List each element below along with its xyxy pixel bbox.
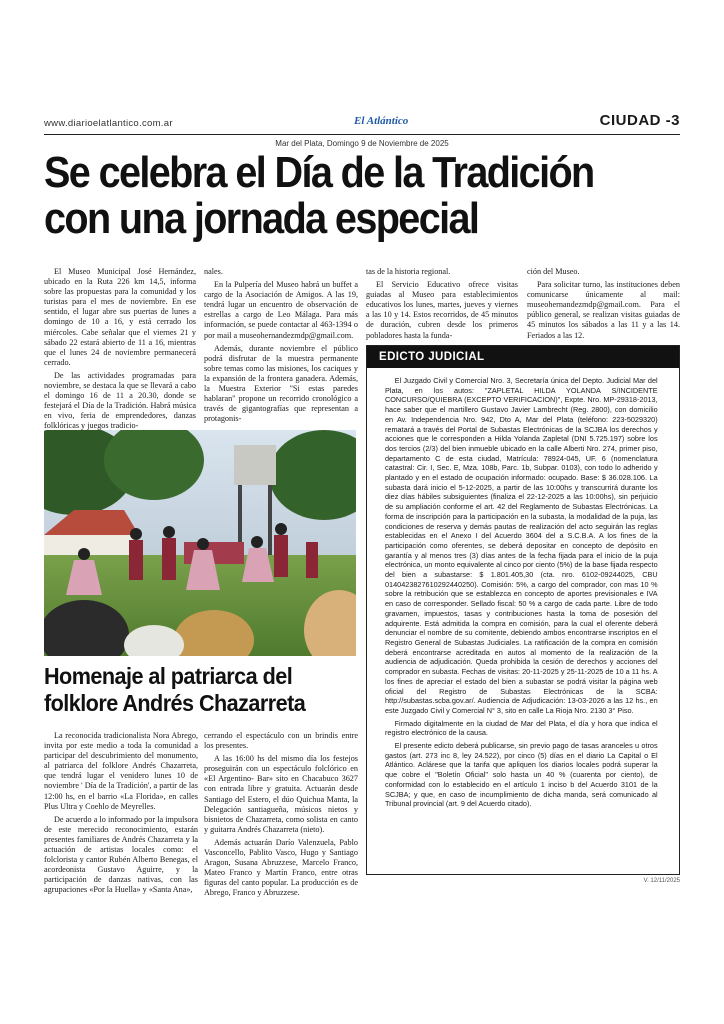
dateline: Mar del Plata, Domingo 9 de Noviembre de 2025 [275, 139, 449, 148]
secondary-headline [44, 663, 348, 717]
article1-paragraph: nales. [204, 267, 223, 276]
article2-column-1 [44, 731, 198, 899]
article2-paragraph: La reconocida tradicionalista Nora Abrego, invita por este medio a toda la comunidad a participar del descubrimiento del monumento, al patriarca del folklore Andrés Chazarreta, que tendrá lugar el venidero lunes 10 de noviembre ' Día de la Tradición', a partir de las 12:00 hs, en el barrio «La Florida», en calles Plus Ultra y Coehlo de Meyrelles. [44, 731, 198, 811]
article1-paragraph: El Servicio Educativo ofrece visitas guiadas al Museo para establecimientos educativos los lunes, martes, jueves y viernes a las 10 y 14. Estos recorridos, de 45 minutos de duración, cubren desde los primeros pobladores hasta la funda- [366, 280, 518, 340]
article1-paragraph: En la Pulpería del Museo habrá un buffet a cargo de la Asociación de Amigos. A las 19, tendrá lugar un encuentro de observación de estrellas a cargo de Leo Málaga. Para más información, se puede contactar al 463-1394 o por mail a museohernandezmdp@gmail.com. [204, 280, 358, 340]
main-headline [44, 150, 620, 242]
article1-paragraph: Para solicitar turno, las instituciones deben comunicarse únicamente al mail: museohernandezmdp@gmail.com. Para el público general, se realizan visitas guiadas de 45 minutos los sábados a las 11 y a las 14. Feriados a las 12. [527, 280, 680, 340]
article2-column-2 [204, 731, 358, 902]
article1-column-2 [204, 267, 358, 427]
secondary-headline-line2: folklore Andrés Chazarreta [44, 690, 306, 716]
section-label: CIUDAD -3 [599, 112, 680, 129]
newspaper-logo: El Atlántico [354, 115, 409, 127]
folk-dance-photo [44, 430, 356, 656]
article1-column-1 [44, 267, 196, 435]
article1-paragraph: El Museo Municipal José Hernández, ubicado en la Ruta 226 km 14,5, informa sobre las propuestas para la comunidad y los turistas para el mes de noviembre. En ese sentido, el lugar abre sus puertas de lunes a domingo de 10 a 16, y está cerrado los miércoles. Cabe señalar que el viernes 21 y sábado 22 estará abierto de 11 a 16, mientras que el lunes 24 de noviembre permanecerá cerrado. [44, 267, 196, 367]
photo-illustration [44, 430, 356, 656]
site-url[interactable]: www.diarioelatlantico.com.ar [44, 118, 173, 129]
main-headline-line2: con una jornada especial [44, 194, 479, 243]
version-stamp: V. 12/11/2025 [643, 878, 680, 884]
article1-column-3 [366, 267, 518, 344]
legal-notice-heading: EDICTO JUDICIAL [367, 346, 679, 368]
article1-paragraph: Además, durante noviembre el público podrá disfrutar de la muestra permanente sobre temas como las misiones, los caciques y la expansión de la frontera ganadera. Además, la Muestra Exterior "Si estas paredes hablaran" propone un recorrido cronológico a través de gigantografías que representan a protagonis- [204, 343, 358, 424]
article1-paragraph: ción del Museo. [527, 267, 580, 276]
legal-notice-paragraph: Firmado digitalmente en la ciudad de Mar del Plata, el día y hora que indica el registro electrónico de la causa. [385, 718, 658, 738]
legal-notice-paragraph: El Juzgado Civil y Comercial Nro. 3, Secretaría única del Depto. Judicial Mar del Plata, en los autos: "ZAPLETAL HILDA YOLANDA S/INCIDENTE CONCURSO/QUIEBRA (EXCEPTO VERIFICACION)", Expte. Nro. MP-29318-2013, hace saber que el martillero Gustavo Javier Lambrecht (Reg. 2800), con domicilio en Av. Independencia Nro. 942, Dto A, Mar del Plata (teléfono: 223-5029320) rematará a través del Portal de Subastas Electrónicas de la SCJBA los derechos y acciones que le corresponden a Hilda Yolanda Zapletal (DNI 5.725.197) sobre los dos tercios (2/3) del bien inmueble ubicado en la calle Alberti Nro. 274, primer piso, departamento C de esta ciudad, Matrícula: 78924-045, UF. 6 (nomenclatura catastral: Cir. I, Sec. E, Mza. 108b, Parc. 1b, Subpar. 0103), con todo lo adherido y plantado y en el estado de ocupación informado: ocupado. Base: $ 36.028.106. La subasta dará inicio el 5-12-2025, a partir de las 10:00hs y transcurrirá durante los diez días hábiles subsiguientes (finaliza el 22-12-2025 a las 10:00hs), sin perjuicio de su ampliación conforme el art. 42 del Reglamento de Subastas Electrónicas. La forma de inscripción para la participación en la subasta, la modalidad de la puja, las condiciones de reserva y demás pautas de realización del acto seguirán las reglas establecidas en el Anexo I del Acuerdo 3604 del a S.C.B.A. A los fines de la participación como oferentes, se deberá depositar en concepto de depósito en garantía y al menos tres (3) días antes de la fecha fijada para el inicio de la puja electrónica, un monto equivalente al cinco por ciento (5%) de la base fijada respecto del bien a subastarse: $ 1.801.405,30 (cta. nro. 6102-09244025, CBU 0140423827610292440250). Comisión: 5%, a cargo del comprador, con mas 10 % sobre la retribución que se establezca en concepto de aportes previsionales e IVA en caso de corresponder. Sellado fiscal: 50 % a cargo de cada parte. Libre de todo gravamen, impuestos, tasas y contribuciones hasta la toma de posesión del adquirente. Está admitida la compra en comisión, para la cual el oferente deberá denunciar el nombre de su comitente, debiendo ambos encontrarse inscriptos en el Registro General de Subastas Judiciales. La ratificación de la compra en comisión deberá encontrarse acreditada en autos al momento de la realización de la audiencia de adjudicación. Queda prohibida la cesión de derechos y acciones del comprador en subasta. Fechas de visitas: 20-11-2025 y 25-11-2025 de 10 a 11 hs. A los fines de apreciar el estado del bien a subastar se podrá visitar la página web oficial del Registro de Subastas Electrónicas de la SCBA: http://subastas.scba.gov.ar/. Audiencia de Adjudicación: 13-03-2026 a las 12 hs., en este Juzgado Civil y Comercial N° 3, sito en calle La Rioja Nro. 2130 3° Piso. [385, 376, 658, 715]
main-headline-line1: Se celebra el Día de la Tradición [44, 148, 594, 197]
legal-notice-paragraph: El presente edicto deberá publicarse, sin previo pago de tasas aranceles u otros gastos (art. 273 inc 8, ley 24.522), por cinco (5) días en el diario La Capital o El Atlántico. Aclárese que la tarifa que apliquen los diarios locales podrá superar la que cobre el "Boletín Oficial" solo hasta un 40 % (cuarenta por ciento), de conformidad con lo establecido en el artículo 1 inciso b del Acuerdo 3101 de la SCJBA; y que, en caso de incumplimiento de dicha manda, será comunicado al Tribunal provincial (art. 9 del Acuerdo citado). [385, 741, 658, 809]
article1-column-4 [527, 267, 680, 344]
article2-paragraph: cerrando el espectáculo con un brindis entre los presentes. [204, 731, 358, 751]
secondary-headline-line1: Homenaje al patriarca del [44, 663, 293, 689]
article2-paragraph: A las 16:00 hs del mismo día los festejos proseguirán con un espectáculo folclórico en «El Argentino- Bar» sito en Chacabuco 3627 con entrada libre y gratuita. Actuarán desde Santiago del Estero, el dúo Quichua Manta, la Delegación santiagueña, músicos nietos y bisnietos de Chazarreta, como solista en canto y guitarra Andrés Chazarreta (nieto). [204, 754, 358, 834]
legal-notice-box [366, 345, 680, 875]
article2-paragraph: Además actuarán Darío Valenzuela, Pablo Vasconcello, Pablito Vasco, Hugo y Santiago Aragon, Susana Abruzzese, Marcelo Franco, Mateo Franco y Martín Franco, entre otras figuras del canto popular. La producción es de Abrego, Franco y Abruzzese. [204, 837, 358, 898]
header-rule [44, 134, 680, 135]
article1-paragraph: tas de la historia regional. [366, 267, 451, 276]
page-header [44, 112, 680, 134]
article1-paragraph: De las actividades programadas para noviembre, se destaca la que se llevará a cabo el domingo 16 de 11 a 20.30, donde se festejará el Día de la Tradición. Habrá música en vivo, feria de emprendedores, danzas folklóricas y juegos tradicio- [44, 370, 196, 431]
legal-notice-body [385, 376, 658, 812]
article2-paragraph: De acuerdo a lo informado por la impulsora de este merecido reconocimiento, estarán presentes familiares de Andrés Chazarreta y la actuación de artistas locales como: el folclorista y cantor Rubén Alberto Benegas, el acordeonista Gustavo Aguirre, y la participación de danzas nativas, con las agrupaciones «Por la Huella» y «Santa Ana», [44, 814, 198, 895]
